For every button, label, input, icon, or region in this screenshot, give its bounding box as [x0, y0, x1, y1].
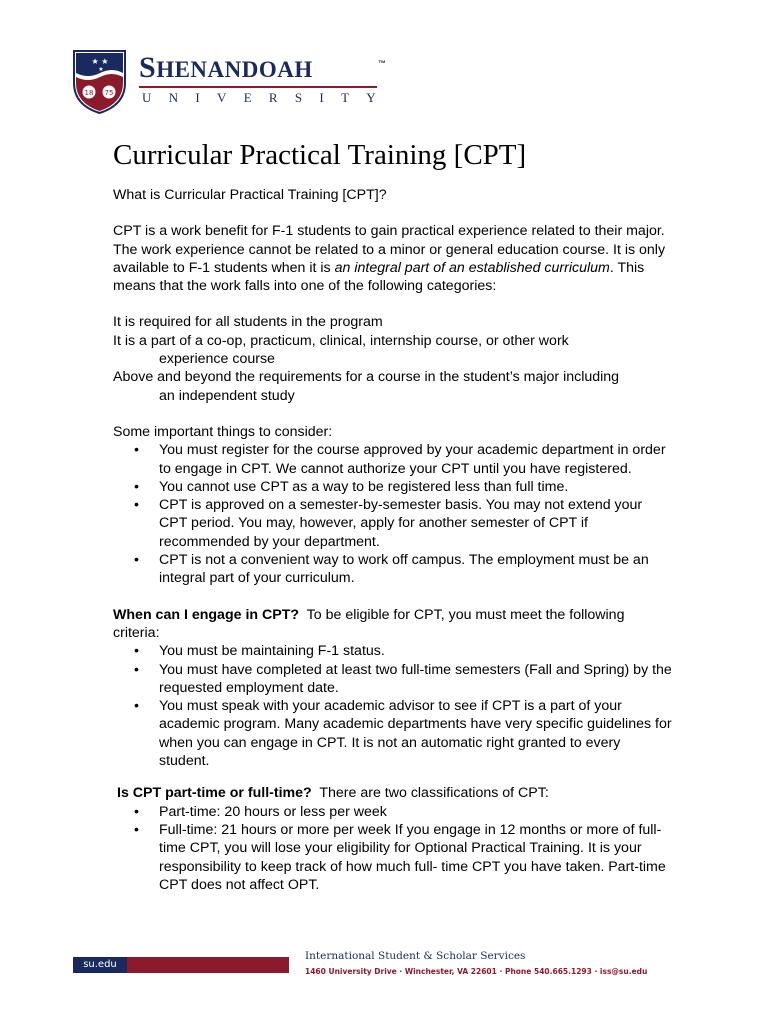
website-link[interactable]: su.edu	[73, 957, 127, 973]
list-item: • You must register for the course approved by your academic department in order to engage in CPT. We cannot authorize your CPT until you have registered.	[134, 442, 666, 477]
list-item: • CPT is not a convenient way to work off campus. The employment must be an integral part of your curriculum.	[134, 552, 649, 587]
bullet-icon: •	[134, 698, 139, 715]
university-logo	[72, 49, 392, 115]
logo-divider	[139, 86, 377, 88]
svg-text:★ ★: ★ ★	[91, 57, 109, 66]
university-seal-icon	[72, 49, 127, 115]
list-item: • You must be maintaining F-1 status.	[134, 643, 385, 660]
parttime-heading: Is CPT part-time or full-time?	[117, 785, 312, 802]
list-item: • CPT is approved on a semester-by-semester basis. You may not extend your CPT period. You may, however, apply for another semester of CPT if recommended by your department.	[134, 497, 643, 550]
list-item: • Part-time: 20 hours or less per week	[134, 803, 387, 820]
intro-paragraph: CPT is a work benefit for F-1 students to gain practical experience related to their major. The work experience cannot be related to a minor or general education course. It is only available to F-1 students when it is an integral part of an established curriculum. This means that the work falls into one of the following categories:	[113, 223, 666, 295]
bullet-icon: •	[134, 442, 139, 459]
footer-address: 1460 University Drive · Winchester, VA 22601 · Phone 540.665.1293 · iss@su.edu	[305, 967, 648, 976]
bullet-icon: •	[134, 643, 139, 660]
trademark-symbol: ™	[378, 59, 386, 68]
when-paragraph: When can I engage in CPT? To be eligible for CPT, you must meet the following criteria:	[113, 606, 625, 641]
university-subtitle: UNIVERSITY	[142, 90, 393, 105]
bullet-icon: •	[134, 497, 139, 514]
parttime-paragraph: Is CPT part-time or full-time? There are two classifications of CPT:	[117, 785, 549, 802]
list-item: • You must have completed at least two full-time semesters (Fall and Spring) by the requested employment date.	[134, 661, 672, 696]
bullet-icon: •	[134, 821, 139, 838]
bullet-icon: •	[134, 552, 139, 569]
bullet-icon: •	[134, 803, 139, 820]
bullet-icon: •	[134, 661, 139, 678]
category-item: Above and beyond the requirements for a course in the student’s major including	[113, 369, 620, 386]
svg-text:★: ★	[98, 66, 104, 73]
category-item: It is a part of a co-op, practicum, clinical, internship course, or other work	[113, 332, 569, 349]
university-name: SHENANDOAH	[139, 51, 313, 84]
bullet-icon: •	[134, 478, 139, 495]
document-body	[113, 186, 673, 894]
category-item-continuation: an independent study	[159, 387, 295, 404]
page-title: Curricular Practical Training [CPT]	[113, 139, 527, 171]
svg-text:18: 18	[84, 89, 94, 97]
list-item: • Full-time: 21 hours or more per week If you engage in 12 months or more of full-time CPT, you will lose your eligibility for Optional Practical Training. It is your responsibility to keep track of how much full- time CPT you have taken. Part-time CPT does not affect OPT.	[134, 821, 666, 893]
considerations-heading: Some important things to consider:	[113, 423, 333, 440]
svg-text:75: 75	[104, 89, 114, 97]
when-heading: When can I engage in CPT?	[113, 606, 300, 623]
category-item-continuation: experience course	[159, 351, 275, 368]
list-item: • You cannot use CPT as a way to be registered less than full time.	[134, 478, 569, 495]
footer-office-name: International Student & Scholar Services	[305, 950, 526, 962]
classification-list	[113, 803, 673, 894]
list-item: • You must speak with your academic advisor to see if CPT is a part of your academic program. Many academic departments have very specific guidelines for when you can engage in CPT. It is not an automatic right granted to every student.	[134, 698, 672, 770]
category-item: It is required for all students in the program	[113, 314, 383, 331]
intro-emphasis: an integral part of an established curriculum	[334, 259, 610, 276]
criteria-list	[113, 642, 673, 770]
intro-question: What is Curricular Practical Training [CPT]?	[113, 187, 387, 203]
considerations-list	[113, 441, 673, 587]
